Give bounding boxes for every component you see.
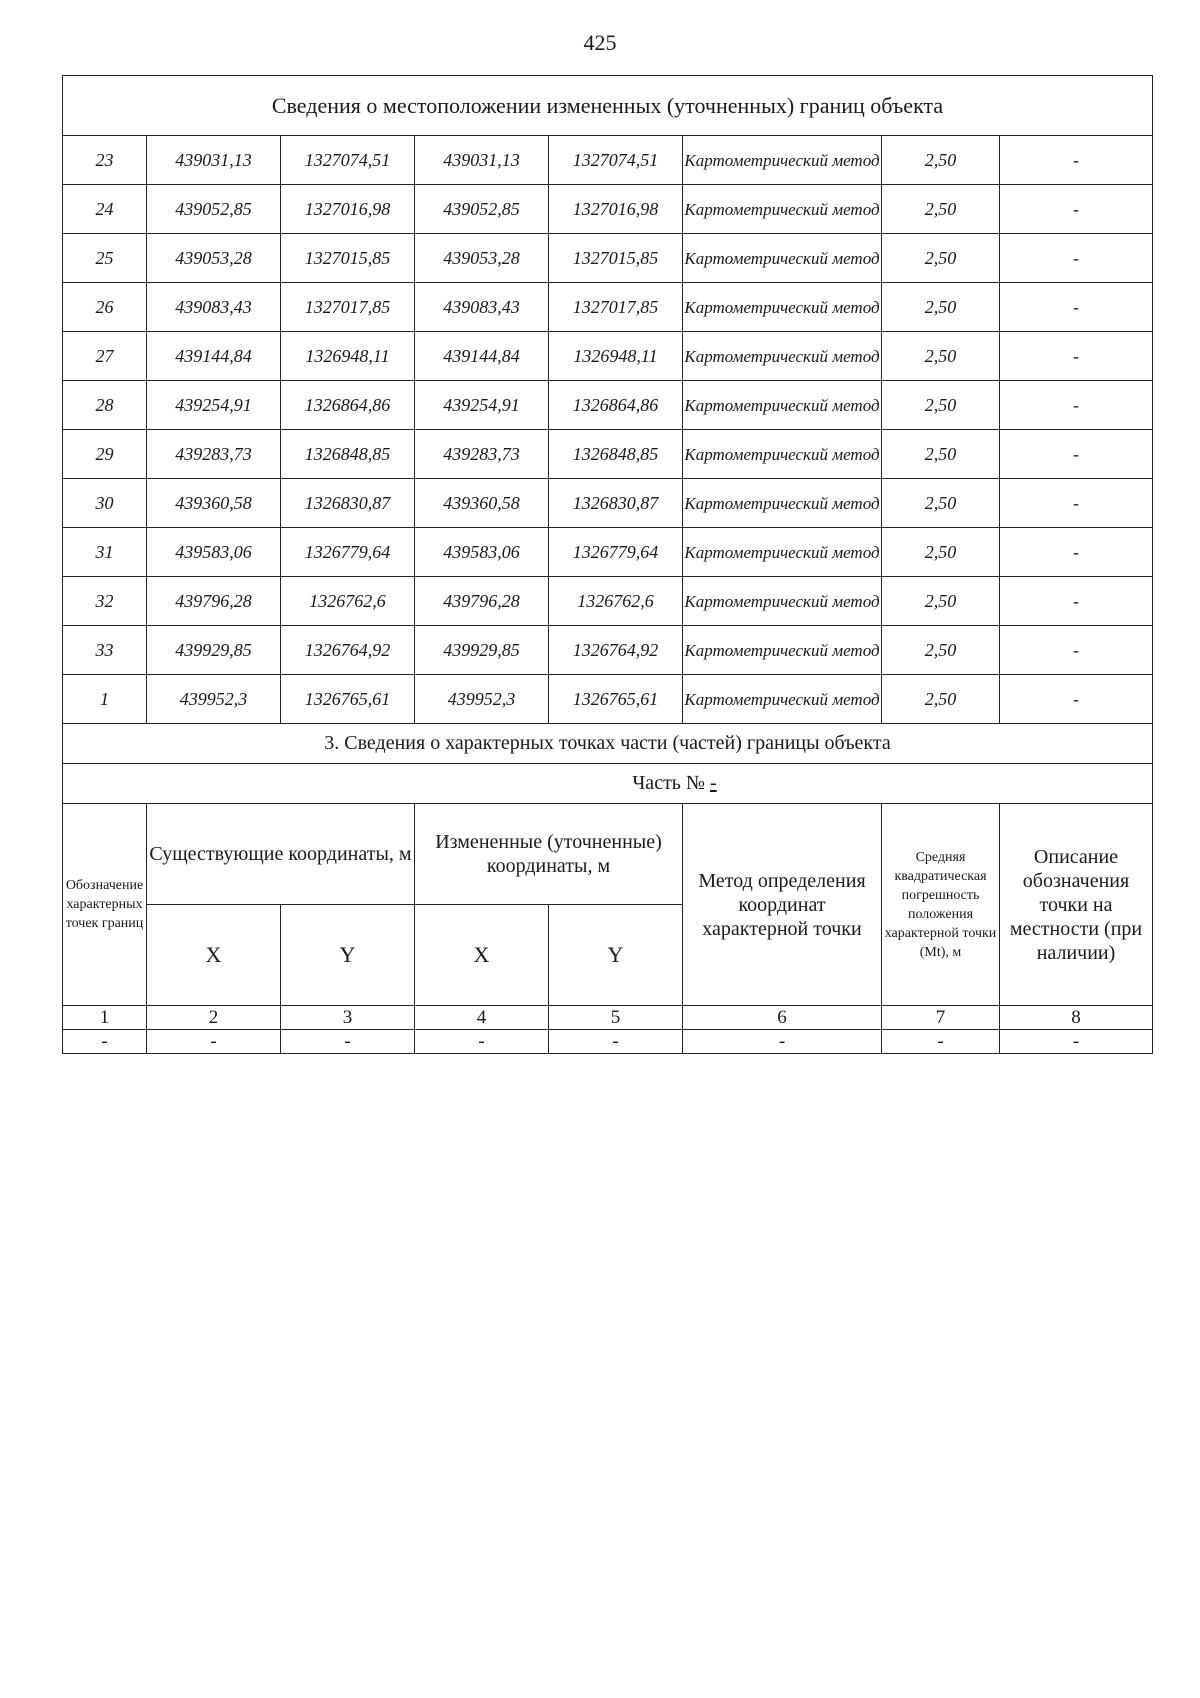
y-changed-cell: 1327016,98	[549, 185, 683, 234]
y-changed-cell: 1326864,86	[549, 381, 683, 430]
table-row	[63, 626, 1153, 675]
point-number-cell: 29	[63, 430, 147, 479]
table-title: Сведения о местоположении измененных (уточненных) границ объекта	[63, 76, 1153, 136]
description-cell: -	[1000, 332, 1153, 381]
y-existing-cell: 1327074,51	[281, 136, 415, 185]
method-cell: Картометрический метод	[683, 430, 882, 479]
header-changed-coords: Измененные (уточненные) координаты, м	[415, 804, 683, 905]
x-existing-cell: 439583,06	[147, 528, 281, 577]
y-existing-cell: 1326764,92	[281, 626, 415, 675]
method-cell: Картометрический метод	[683, 381, 882, 430]
y-changed-cell: 1326830,87	[549, 479, 683, 528]
part-cell	[63, 764, 1153, 804]
table-row	[63, 332, 1153, 381]
point-number-cell: 24	[63, 185, 147, 234]
method-cell: Картометрический метод	[683, 234, 882, 283]
description-cell: -	[1000, 479, 1153, 528]
method-cell: Картометрический метод	[683, 136, 882, 185]
x-changed-cell: 439583,06	[415, 528, 549, 577]
x-changed-cell: 439952,3	[415, 675, 549, 724]
table-row	[63, 283, 1153, 332]
table-row	[63, 528, 1153, 577]
page-number: 425	[583, 30, 617, 55]
y-existing-cell: 1327017,85	[281, 283, 415, 332]
x-changed-cell: 439796,28	[415, 577, 549, 626]
y-existing-cell: 1327015,85	[281, 234, 415, 283]
table-row	[63, 234, 1153, 283]
part-value: -	[710, 772, 717, 794]
y-existing-cell: 1327016,98	[281, 185, 415, 234]
column-number-row	[63, 1006, 1153, 1030]
empty-cell: -	[549, 1030, 683, 1054]
method-cell: Картометрический метод	[683, 185, 882, 234]
accuracy-cell: 2,50	[882, 675, 1000, 724]
header-point-designation: Обозначение характерных точек границ	[63, 804, 147, 1006]
point-number-cell: 26	[63, 283, 147, 332]
point-number-cell: 25	[63, 234, 147, 283]
y-changed-cell: 1327074,51	[549, 136, 683, 185]
y-existing-cell: 1326779,64	[281, 528, 415, 577]
header-y-existing: Y	[281, 905, 415, 1006]
description-cell: -	[1000, 381, 1153, 430]
boundary-table	[62, 75, 1153, 1054]
point-number-cell: 32	[63, 577, 147, 626]
x-changed-cell: 439929,85	[415, 626, 549, 675]
x-changed-cell: 439031,13	[415, 136, 549, 185]
description-cell: -	[1000, 675, 1153, 724]
empty-cell: -	[1000, 1030, 1153, 1054]
y-changed-cell: 1327015,85	[549, 234, 683, 283]
column-number: 4	[415, 1006, 549, 1030]
table-row	[63, 1030, 1153, 1054]
column-number: 7	[882, 1006, 1000, 1030]
table-row	[63, 577, 1153, 626]
point-number-cell: 31	[63, 528, 147, 577]
description-cell: -	[1000, 528, 1153, 577]
column-number: 8	[1000, 1006, 1153, 1030]
y-changed-cell: 1326762,6	[549, 577, 683, 626]
description-cell: -	[1000, 283, 1153, 332]
empty-cell: -	[147, 1030, 281, 1054]
x-existing-cell: 439283,73	[147, 430, 281, 479]
header-y-changed: Y	[549, 905, 683, 1006]
y-existing-cell: 1326848,85	[281, 430, 415, 479]
part-row	[63, 764, 1153, 804]
method-cell: Картометрический метод	[683, 626, 882, 675]
y-changed-cell: 1326948,11	[549, 332, 683, 381]
description-cell: -	[1000, 185, 1153, 234]
accuracy-cell: 2,50	[882, 185, 1000, 234]
y-changed-cell: 1326765,61	[549, 675, 683, 724]
method-cell: Картометрический метод	[683, 332, 882, 381]
x-existing-cell: 439031,13	[147, 136, 281, 185]
header-x-changed: X	[415, 905, 549, 1006]
y-existing-cell: 1326830,87	[281, 479, 415, 528]
description-cell: -	[1000, 234, 1153, 283]
column-number: 1	[63, 1006, 147, 1030]
header-description: Описание обозначения точки на местности (при наличии)	[1000, 804, 1153, 1006]
table-row	[63, 136, 1153, 185]
method-cell: Картометрический метод	[683, 479, 882, 528]
x-existing-cell: 439052,85	[147, 185, 281, 234]
method-cell: Картометрический метод	[683, 528, 882, 577]
x-existing-cell: 439796,28	[147, 577, 281, 626]
x-existing-cell: 439952,3	[147, 675, 281, 724]
y-changed-cell: 1326848,85	[549, 430, 683, 479]
accuracy-cell: 2,50	[882, 577, 1000, 626]
accuracy-cell: 2,50	[882, 626, 1000, 675]
x-changed-cell: 439360,58	[415, 479, 549, 528]
x-existing-cell: 439083,43	[147, 283, 281, 332]
table-row	[63, 479, 1153, 528]
x-changed-cell: 439053,28	[415, 234, 549, 283]
empty-cell: -	[683, 1030, 882, 1054]
empty-cell: -	[415, 1030, 549, 1054]
x-existing-cell: 439360,58	[147, 479, 281, 528]
point-number-cell: 28	[63, 381, 147, 430]
accuracy-cell: 2,50	[882, 234, 1000, 283]
table-row	[63, 185, 1153, 234]
header-accuracy: Средняя квадратическая погрешность положения характерной точки (Mt), м	[882, 804, 1000, 1006]
empty-cell: -	[63, 1030, 147, 1054]
y-changed-cell: 1327017,85	[549, 283, 683, 332]
method-cell: Картометрический метод	[683, 577, 882, 626]
description-cell: -	[1000, 577, 1153, 626]
table-row	[63, 430, 1153, 479]
x-changed-cell: 439083,43	[415, 283, 549, 332]
part-label: Часть №	[632, 772, 706, 794]
description-cell: -	[1000, 626, 1153, 675]
column-number: 2	[147, 1006, 281, 1030]
method-cell: Картометрический метод	[683, 675, 882, 724]
column-number: 3	[281, 1006, 415, 1030]
accuracy-cell: 2,50	[882, 528, 1000, 577]
description-cell: -	[1000, 136, 1153, 185]
section-title-row	[63, 724, 1153, 764]
y-existing-cell: 1326765,61	[281, 675, 415, 724]
section-title: 3. Сведения о характерных точках части (частей) границы объекта	[63, 724, 1153, 764]
header-row-top	[63, 804, 1153, 905]
point-number-cell: 1	[63, 675, 147, 724]
x-changed-cell: 439052,85	[415, 185, 549, 234]
accuracy-cell: 2,50	[882, 332, 1000, 381]
point-number-cell: 30	[63, 479, 147, 528]
accuracy-cell: 2,50	[882, 381, 1000, 430]
x-changed-cell: 439254,91	[415, 381, 549, 430]
y-existing-cell: 1326948,11	[281, 332, 415, 381]
y-existing-cell: 1326762,6	[281, 577, 415, 626]
column-number: 6	[683, 1006, 882, 1030]
y-existing-cell: 1326864,86	[281, 381, 415, 430]
point-number-cell: 23	[63, 136, 147, 185]
header-method: Метод определения координат характерной точки	[683, 804, 882, 1006]
empty-cell: -	[882, 1030, 1000, 1054]
header-x-existing: X	[147, 905, 281, 1006]
accuracy-cell: 2,50	[882, 479, 1000, 528]
x-existing-cell: 439144,84	[147, 332, 281, 381]
table-row	[63, 675, 1153, 724]
y-changed-cell: 1326764,92	[549, 626, 683, 675]
y-changed-cell: 1326779,64	[549, 528, 683, 577]
accuracy-cell: 2,50	[882, 283, 1000, 332]
table-row	[63, 381, 1153, 430]
x-changed-cell: 439144,84	[415, 332, 549, 381]
method-cell: Картометрический метод	[683, 283, 882, 332]
x-existing-cell: 439254,91	[147, 381, 281, 430]
table-title-row	[63, 76, 1153, 136]
description-cell: -	[1000, 430, 1153, 479]
point-number-cell: 27	[63, 332, 147, 381]
accuracy-cell: 2,50	[882, 430, 1000, 479]
x-changed-cell: 439283,73	[415, 430, 549, 479]
point-number-cell: 33	[63, 626, 147, 675]
x-existing-cell: 439929,85	[147, 626, 281, 675]
accuracy-cell: 2,50	[882, 136, 1000, 185]
column-number: 5	[549, 1006, 683, 1030]
x-existing-cell: 439053,28	[147, 234, 281, 283]
empty-cell: -	[281, 1030, 415, 1054]
header-existing-coords: Существующие координаты, м	[147, 804, 415, 905]
